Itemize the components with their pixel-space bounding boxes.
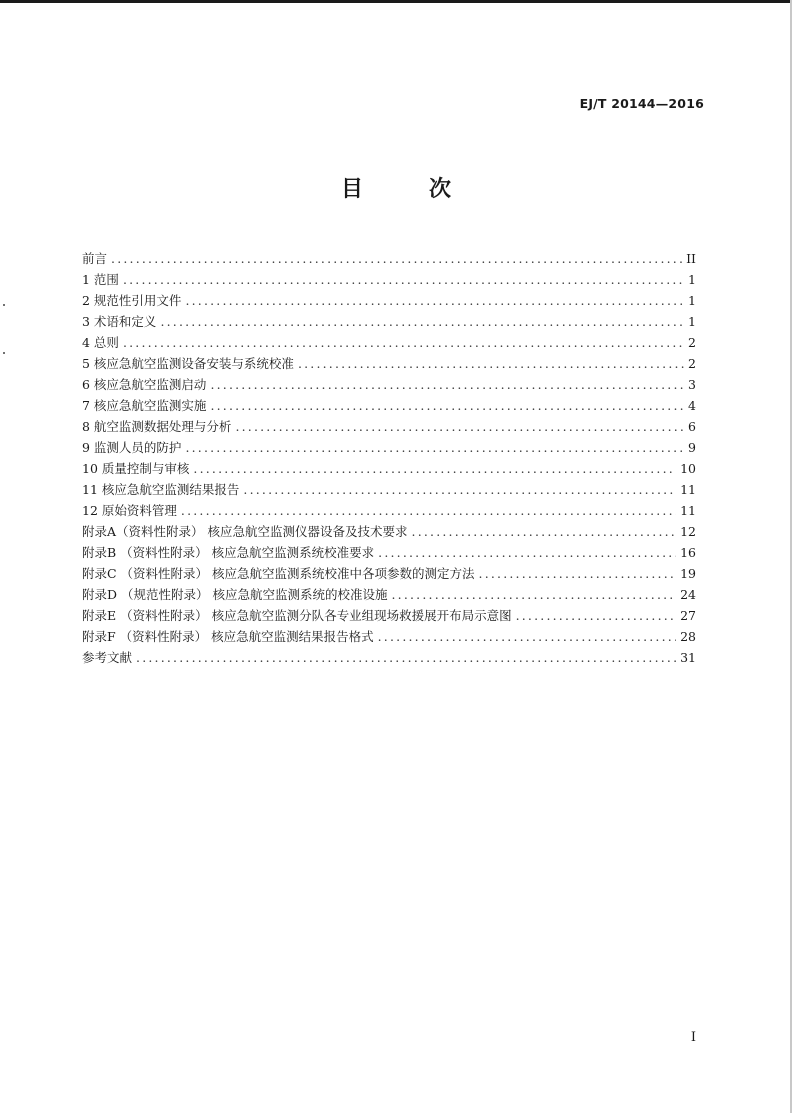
toc-dot-leader	[160, 311, 684, 332]
toc-dot-leader	[412, 521, 677, 542]
toc-entry-title: 4 总则	[82, 335, 119, 350]
toc-entry-page: 16	[680, 545, 696, 560]
toc-entry-page: 3	[688, 377, 696, 392]
toc-entry-page: 1	[688, 314, 696, 329]
toc-entry[interactable]	[82, 542, 696, 563]
toc-entry-title: 9 监测人员的防护	[82, 440, 182, 455]
toc-entry-page: 12	[680, 524, 696, 539]
toc-dot-leader	[243, 479, 676, 500]
toc-entry-title: 8 航空监测数据处理与分析	[82, 419, 232, 434]
toc-dot-leader	[193, 458, 676, 479]
toc-entry-title: 5 核应急航空监测设备安装与系统校准	[82, 356, 294, 371]
toc-entry[interactable]	[82, 521, 696, 542]
toc-entry[interactable]	[82, 290, 696, 311]
toc-entry-title: 1 范围	[82, 272, 119, 287]
toc-entry-page: 4	[688, 398, 696, 413]
toc-dot-leader	[136, 647, 676, 668]
toc-dot-leader	[123, 332, 684, 353]
toc-entry-title: 参考文献	[82, 650, 133, 665]
toc-entry-page: 24	[680, 587, 696, 602]
toc-entry[interactable]	[82, 311, 696, 332]
toc-entry-page: 9	[688, 440, 696, 455]
toc-entry-page: 1	[688, 272, 696, 287]
toc-entry-page: 19	[680, 566, 696, 581]
toc-dot-leader	[111, 248, 682, 269]
toc-dot-leader	[210, 374, 684, 395]
toc-entry-title: 附录E （资料性附录） 核应急航空监测分队各专业组现场救援展开布局示意图	[82, 608, 512, 623]
toc-entry[interactable]	[82, 626, 696, 647]
toc-entry[interactable]	[82, 332, 696, 353]
toc-dot-leader	[181, 500, 676, 521]
standard-code: EJ/T 20144—2016	[579, 96, 704, 111]
toc-entry[interactable]	[82, 269, 696, 290]
toc-entry[interactable]	[82, 353, 696, 374]
toc-entry-page: 11	[680, 482, 696, 497]
toc-entry-title: 附录A（资料性附录） 核应急航空监测仪器设备及技术要求	[82, 524, 408, 539]
toc-entry-page: 10	[680, 461, 696, 476]
toc-entry[interactable]	[82, 605, 696, 626]
toc-entry-title: 10 质量控制与审核	[82, 461, 190, 476]
toc-dot-leader	[298, 353, 684, 374]
table-of-contents	[82, 248, 696, 668]
toc-entry-title: 附录D （规范性附录） 核应急航空监测系统的校准设施	[82, 587, 388, 602]
toc-dot-leader	[210, 395, 684, 416]
toc-entry-title: 2 规范性引用文件	[82, 293, 182, 308]
toc-entry[interactable]	[82, 437, 696, 458]
toc-dot-leader	[516, 605, 677, 626]
page-number: I	[690, 1030, 696, 1045]
toc-entry[interactable]	[82, 500, 696, 521]
toc-entry-page: 6	[688, 419, 696, 434]
top-rule	[0, 0, 792, 3]
toc-entry-title: 3 术语和定义	[82, 314, 157, 329]
page-title: 目 次	[340, 177, 473, 202]
toc-entry-page: 28	[680, 629, 696, 644]
toc-dot-leader	[391, 584, 676, 605]
toc-entry[interactable]	[82, 647, 696, 668]
toc-entry-page: 11	[680, 503, 696, 518]
toc-dot-leader	[123, 269, 684, 290]
toc-dot-leader	[185, 437, 684, 458]
toc-entry[interactable]	[82, 395, 696, 416]
toc-entry[interactable]	[82, 479, 696, 500]
toc-entry-page: 2	[688, 356, 696, 371]
toc-entry[interactable]	[82, 563, 696, 584]
toc-dot-leader	[235, 416, 684, 437]
toc-entry-page: 1	[688, 293, 696, 308]
toc-entry[interactable]	[82, 374, 696, 395]
toc-entry-title: 附录F （资料性附录） 核应急航空监测结果报告格式	[82, 629, 374, 644]
toc-entry-page: 27	[680, 608, 696, 623]
toc-entry[interactable]	[82, 584, 696, 605]
toc-entry[interactable]	[82, 416, 696, 437]
toc-entry-title: 7 核应急航空监测实施	[82, 398, 207, 413]
toc-entry-title: 前言	[82, 251, 108, 266]
toc-dot-leader	[185, 290, 684, 311]
toc-entry-page: II	[686, 251, 696, 266]
toc-entry-title: 6 核应急航空监测启动	[82, 377, 207, 392]
scan-speck	[3, 304, 5, 306]
toc-entry-title: 附录C （资料性附录） 核应急航空监测系统校准中各项参数的测定方法	[82, 566, 475, 581]
scan-speck	[3, 352, 5, 354]
toc-entry-page: 2	[688, 335, 696, 350]
toc-dot-leader	[378, 542, 676, 563]
toc-entry[interactable]	[82, 248, 696, 269]
toc-dot-leader	[378, 626, 676, 647]
toc-entry-title: 11 核应急航空监测结果报告	[82, 482, 240, 497]
toc-entry-title: 附录B （资料性附录） 核应急航空监测系统校准要求	[82, 545, 375, 560]
toc-entry-page: 31	[680, 650, 696, 665]
toc-entry[interactable]	[82, 458, 696, 479]
toc-entry-title: 12 原始资料管理	[82, 503, 177, 518]
toc-dot-leader	[479, 563, 677, 584]
